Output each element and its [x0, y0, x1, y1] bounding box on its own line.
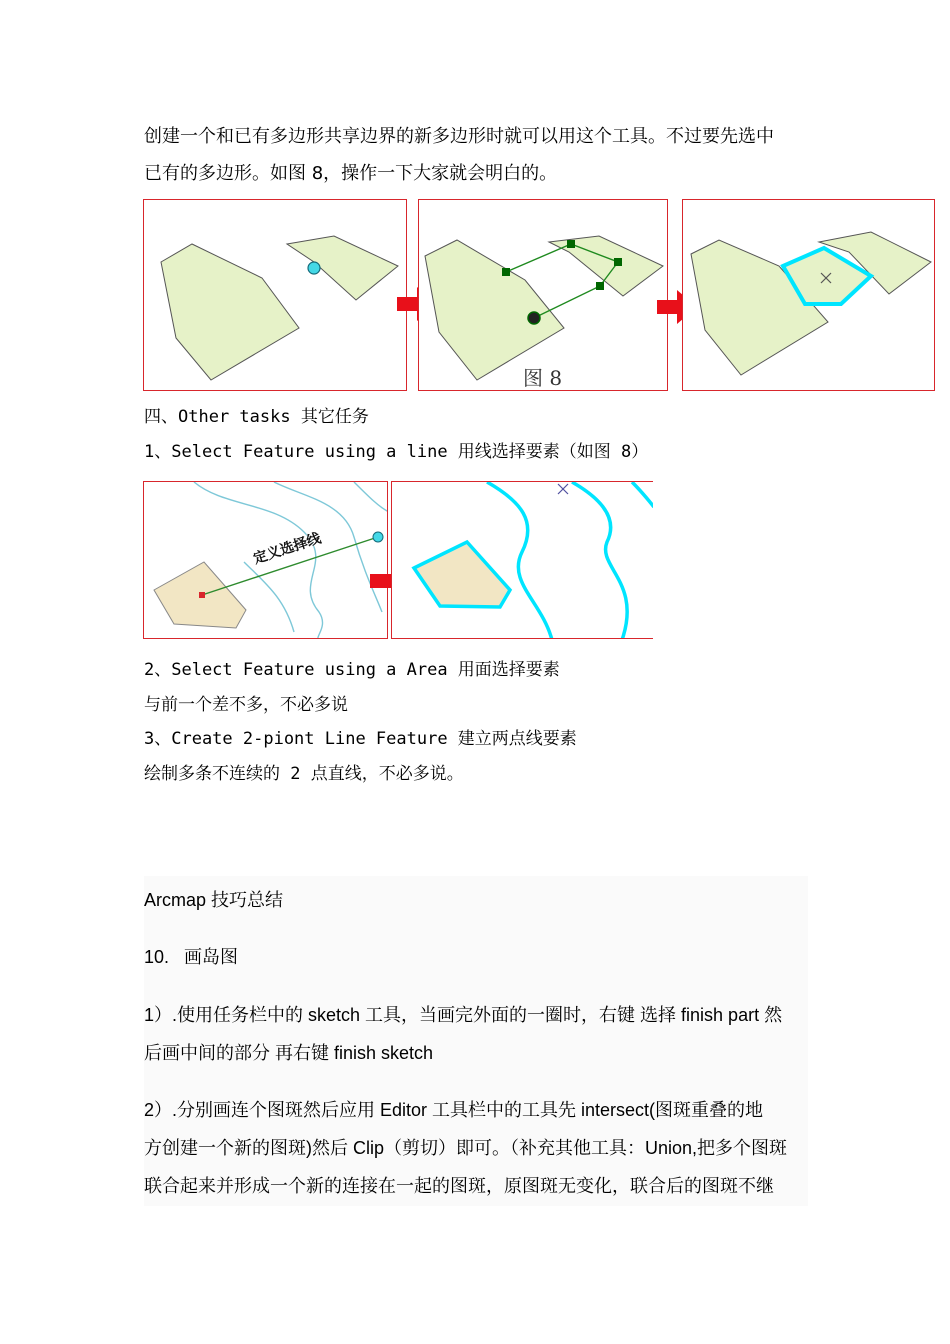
sketch-vertex — [567, 240, 575, 248]
polygon-target — [287, 236, 398, 300]
section4-item3-note: 绘制多条不连续的 2 点直线，不必多说。 — [144, 764, 464, 784]
figure8-panel-2 — [418, 199, 668, 391]
intro-line-1: 创建一个和已有多边形共享边界的新多边形时就可以用这个工具。不过要先选中 — [144, 126, 774, 147]
section4-item2-note: 与前一个差不多，不必多说 — [144, 695, 348, 715]
section4-item1: 1、Select Feature using a line 用线选择要素（如图 8） — [144, 442, 649, 462]
section4-item2: 2、Select Feature using a Area 用面选择要素 — [144, 660, 560, 680]
tip-p2-line3: 联合起来并形成一个新的连接在一起的图斑，原图斑无变化，联合后的图斑不继 — [144, 1176, 774, 1196]
sketch-vertex — [614, 258, 622, 266]
section4-heading: 四、Other tasks 其它任务 — [144, 407, 369, 427]
figure8-panel-3 — [682, 199, 935, 391]
tip-p1-line2: 后画中间的部分 再右键 finish sketch — [144, 1043, 434, 1063]
snap-cursor — [308, 262, 320, 274]
sketch-vertex — [596, 282, 604, 290]
tip-p1-line1: 1）.使用任务栏中的 sketch 工具，当画完外面的一圈时，右键 选择 finish part 然 — [144, 1005, 783, 1025]
tip-heading — [144, 945, 238, 969]
select-line-panel-2 — [391, 481, 653, 639]
tip-p2-line1: 2）.分别画连个图斑然后应用 Editor 工具栏中的工具先 intersect(图斑重叠的地 — [144, 1100, 764, 1120]
selected-polygon — [414, 542, 510, 607]
tip-title: 画岛图 — [184, 947, 239, 967]
figure8-caption: 图 8 — [523, 366, 563, 390]
figure8-panel-1 — [143, 199, 407, 391]
sketch-vertex — [502, 268, 510, 276]
summary-title: Arcmap 技巧总结 — [144, 890, 284, 910]
tip-number: 10. — [144, 947, 170, 967]
section4-item3: 3、Create 2-piont Line Feature 建立两点线要素 — [144, 729, 577, 749]
select-line-panel-1 — [143, 481, 388, 639]
tip-p2-line2: 方创建一个新的图斑)然后 Clip（剪切）即可。（补充其他工具：Union,把多个图斑 — [144, 1138, 788, 1158]
select-line-label: 定义选择线 — [251, 530, 324, 568]
snap-cursor — [528, 312, 540, 324]
intro-line-2: 已有的多边形。如图 8，操作一下大家就会明白的。 — [144, 163, 558, 184]
polygon-existing — [161, 244, 299, 380]
